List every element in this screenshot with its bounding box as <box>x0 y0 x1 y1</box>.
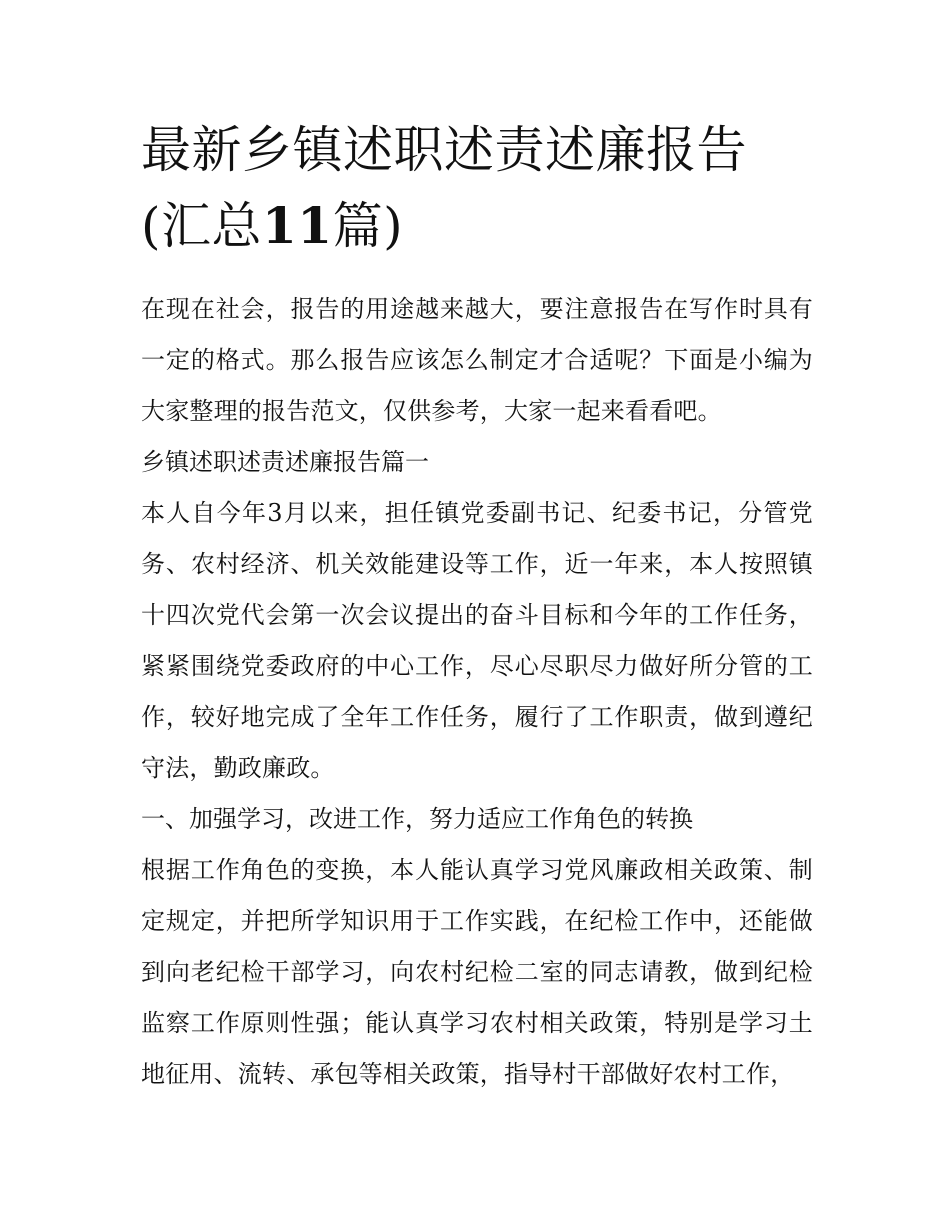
body-paragraph-1: 本人自今年3月以来，担任镇党委副书记、纪委书记，分管党务、农村经济、机关效能建设等工作，近一年来，本人按照镇十四次党代会第一次会议提出的奋斗目标和今年的工作任务，紧紧围绕党委政府的中心工作，尽心尽职尽力做好所分管的工作，较好地完成了全年工作任务，履行了工作职责，做到遵纪守法，勤政廉政。 <box>141 499 813 782</box>
title-part-1: 最新乡镇述职述责述廉报告(汇总 <box>141 121 747 255</box>
document-body <box>141 284 813 1100</box>
document-content <box>141 112 813 1100</box>
document-title <box>141 112 813 264</box>
section-title: 乡镇述职述责述廉报告篇一 <box>141 448 429 476</box>
body-paragraph-2: 根据工作角色的变换，本人能认真学习党风廉政相关政策、制定规定，并把所学知识用于工作实践，在纪检工作中，还能做到向老纪检干部学习，向农村纪检二室的同志请教，做到纪检监察工作原则性强；能认真学习农村相关政策，特别是学习土地征用、流转、承包等相关政策，指导村干部做好农村工作， <box>141 856 813 1088</box>
title-number: 11 <box>262 196 333 255</box>
title-part-2: 篇) <box>332 197 404 255</box>
intro-paragraph: 在现在社会，报告的用途越来越大，要注意报告在写作时具有一定的格式。那么报告应该怎么制定才合适呢？下面是小编为大家整理的报告范文，仅供参考，大家一起来看看吧。 <box>141 295 813 425</box>
subheading-1: 一、加强学习，改进工作，努力适应工作角色的转换 <box>141 805 693 833</box>
